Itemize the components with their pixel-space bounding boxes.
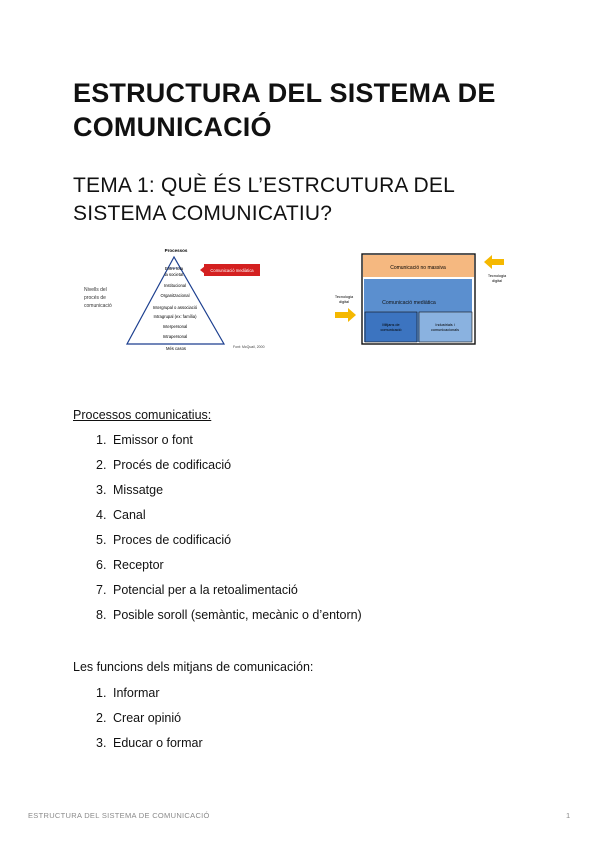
list-item: 4. Canal (96, 508, 146, 522)
section-subtitle: TEMA 1: QUÈ ÉS L’ESTRCUTURA DEL SISTEMA COMUNICATIU? (73, 174, 455, 225)
left-note-line-1: Tecnologia (334, 295, 354, 299)
right-note-line-2: digital (492, 279, 502, 283)
list-item: 7. Potencial per a la retoalimentació (96, 583, 298, 597)
processes-heading: Processos comunicatius: (73, 408, 212, 422)
pyramid-diagram (80, 244, 270, 352)
list-item: 1. Emissor o font (96, 433, 193, 447)
list-item: 3. Educar o formar (96, 736, 203, 750)
list-item: 1. Informar (96, 686, 160, 700)
level-7: Interpersonal (162, 324, 188, 329)
list-item: 8. Posible soroll (semàntic, mecànic o d’entorn) (96, 608, 362, 622)
pyramid-top-label: Processos (164, 248, 188, 253)
level-4: Organitzacional (160, 293, 190, 298)
right-sub-block (419, 312, 472, 342)
figures-row (80, 244, 525, 354)
main-block-label: Comunicació mediàtica (382, 300, 436, 306)
right-box-line-2: comunicacionals (430, 328, 460, 332)
list-item: 2. Crear opinió (96, 711, 182, 725)
source-note: Font: McQuail, 2000 (233, 345, 265, 349)
level-2: la societat (164, 272, 184, 277)
level-5: Intergrupal o associació (152, 305, 198, 310)
list-item: 2. Procés de codificació (96, 458, 232, 472)
right-arrow-icon (484, 255, 504, 269)
pyramid-bottom-label: Més casos (165, 346, 187, 351)
left-box-line-1: Mitjans de (382, 323, 400, 327)
level-3: Institucional (163, 283, 187, 288)
functions-list (96, 685, 203, 760)
functions-heading: Les funcions dels mitjans de comunicación: (73, 660, 314, 674)
list-item: 5. Proces de codificació (96, 533, 232, 547)
list-item: 6. Receptor (96, 558, 164, 572)
media-diagram (334, 244, 524, 350)
side-label-line-3: comunicació (84, 303, 112, 309)
left-sub-block (365, 312, 417, 342)
side-label-line-1: Nivells del (84, 287, 107, 293)
footer-title: ESTRUCTURA DEL SISTEMA DE COMUNICACIÓ (28, 811, 210, 820)
left-arrow-icon (335, 308, 356, 322)
right-note-line-1: Tecnologia (487, 274, 507, 278)
callout-arrow (200, 266, 205, 274)
level-1: Entre tota (164, 266, 184, 271)
level-6: Intragrupal (ex: família) (153, 314, 197, 319)
right-box-line-1: Industrials i (435, 323, 455, 327)
left-note-line-2: digital (339, 300, 349, 304)
top-bar-label: Comunicació no massiva (390, 265, 446, 271)
side-label-line-2: procés de (84, 295, 106, 301)
level-8: Intrapersonal (162, 334, 188, 339)
callout-label: Comunicació mediàtica (210, 268, 254, 273)
page-number: 1 (566, 811, 571, 820)
document-title: ESTRUCTURA DEL SISTEMA DE COMUNICACIÓ (73, 78, 496, 142)
processes-list (96, 432, 362, 632)
left-box-line-2: comunicació (380, 328, 402, 332)
list-item: 3. Missatge (96, 483, 164, 497)
